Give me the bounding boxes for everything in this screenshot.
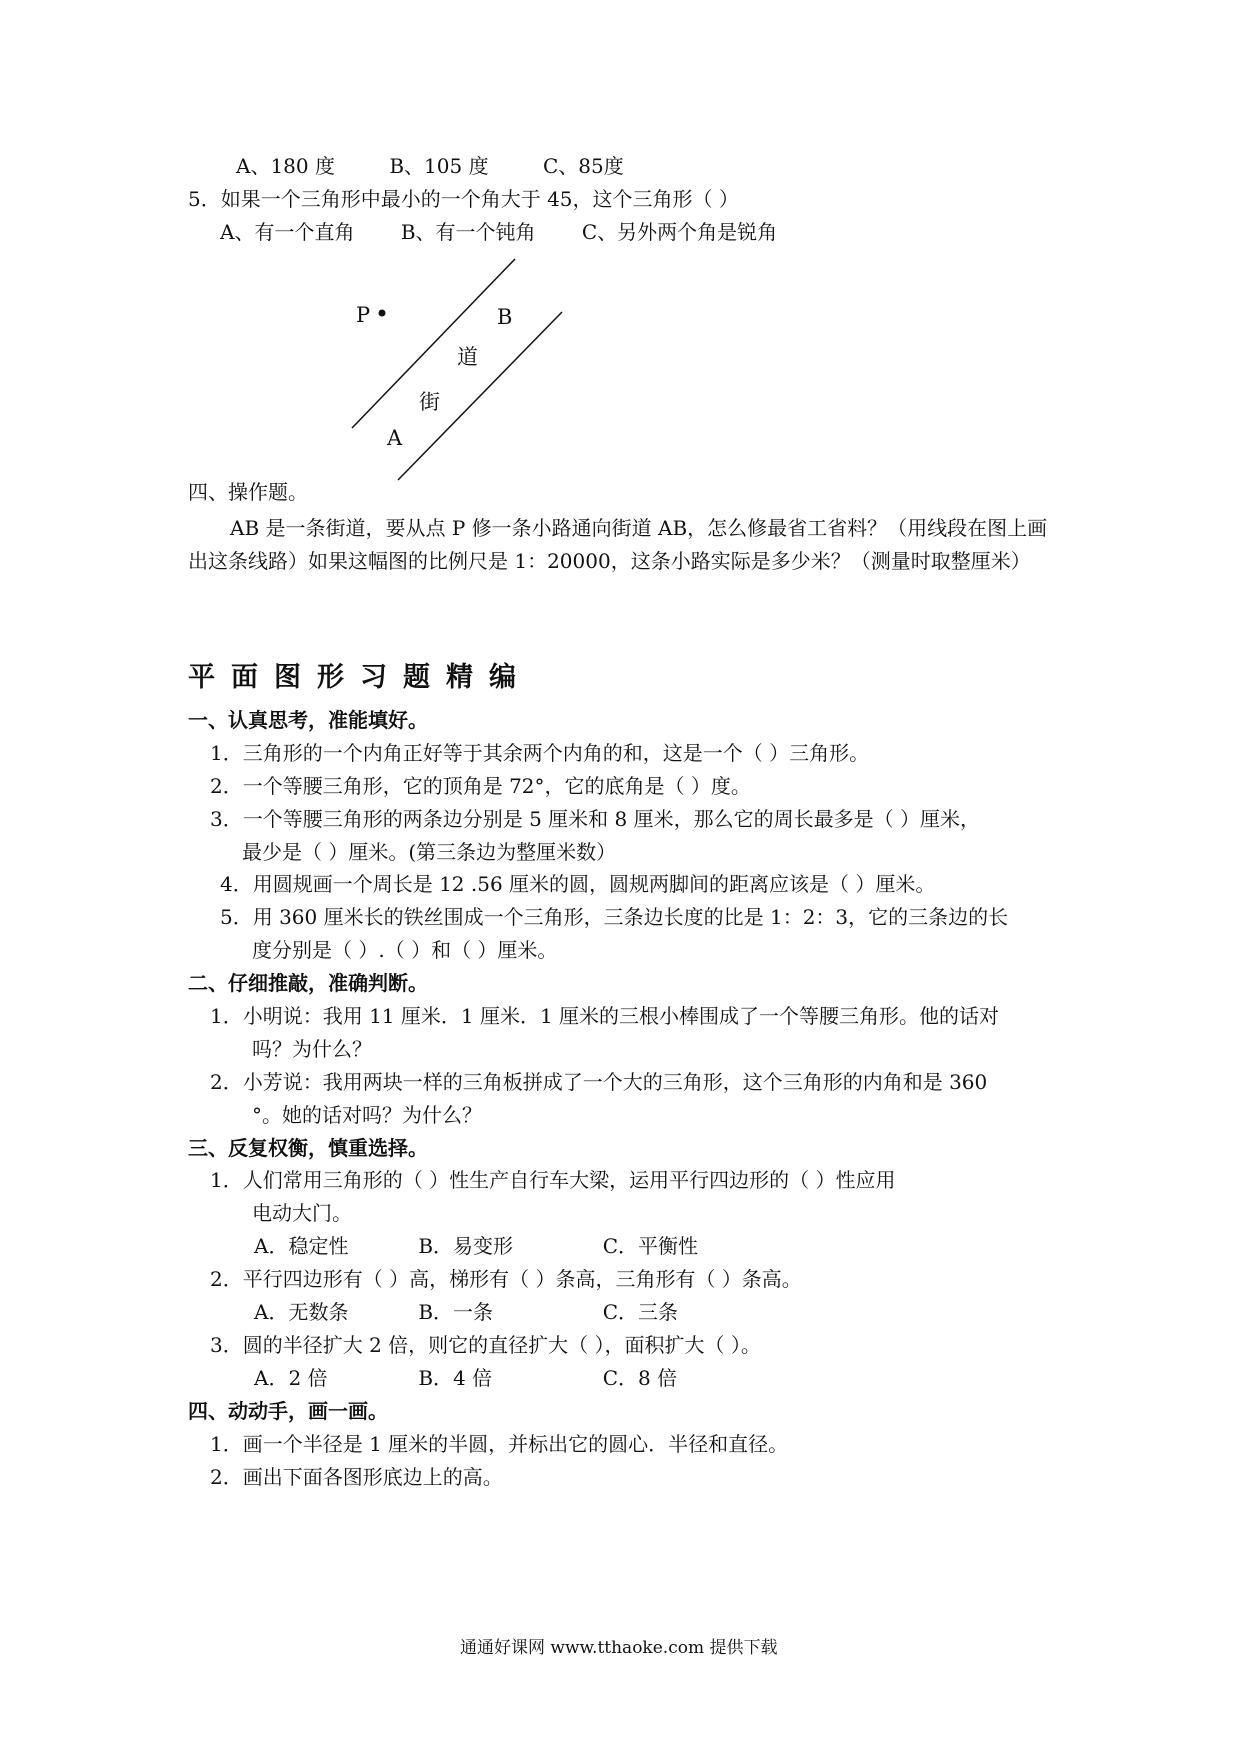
- part-4-q2: 2．画出下面各图形底边上的高。: [210, 1465, 503, 1489]
- part-3-q3: 3．圆的半径扩大 2 倍，则它的直径扩大（ ），面积扩大（ ）。: [210, 1333, 761, 1357]
- page-title: 平面图形习题精编: [188, 662, 532, 693]
- part-3-q2: 2．平行四边形有（ ）高，梯形有（ ）条高，三角形有（ ）条高。: [210, 1267, 802, 1291]
- footer-credit: 通通好课网 www.tthaoke.com 提供下载: [460, 1638, 778, 1658]
- option-a: A．无数条: [254, 1300, 349, 1324]
- point-b-label: B: [497, 305, 513, 329]
- option-b: B、105 度: [389, 154, 489, 178]
- option-a: A、有一个直角: [220, 220, 355, 244]
- part-2-q1-cont: 吗？为什么？: [252, 1037, 372, 1061]
- part-4-q1: 1．画一个半径是 1 厘米的半圆，并标出它的圆心．半径和直径。: [210, 1432, 789, 1456]
- option-c: C．三条: [602, 1300, 679, 1324]
- part-1-q2: 2．一个等腰三角形，它的顶角是 72°，它的底角是（ ）度。: [210, 774, 751, 798]
- part-1-q1: 1．三角形的一个内角正好等于其余两个内角的和，这是一个（ ）三角形。: [210, 741, 870, 765]
- question-5: 5．如果一个三角形中最小的一个角大于 45，这个三角形（ ）: [188, 187, 739, 211]
- section-4-heading: 四、操作题。: [188, 480, 308, 504]
- option-b: B、有一个钝角: [400, 220, 536, 244]
- part-3-q1-cont: 电动大门。: [252, 1201, 352, 1225]
- option-b: B．4 倍: [418, 1366, 493, 1390]
- point-p-dot: [379, 310, 386, 317]
- part-3-q1-options: [254, 1236, 698, 1256]
- part-3-heading: 三、反复权衡，慎重选择。: [188, 1136, 428, 1160]
- part-1-q3: 3．一个等腰三角形的两条边分别是 5 厘米和 8 厘米，那么它的周长最多是（ ）厘米，: [210, 807, 980, 831]
- part-1-q5: 5．用 360 厘米长的铁丝围成一个三角形，三条边长度的比是 1：2：3，它的三条边的长: [220, 905, 1009, 929]
- part-1-heading: 一、认真思考，准能填好。: [188, 708, 428, 732]
- option-c: C、另外两个角是锐角: [581, 220, 778, 244]
- option-c: C、85度: [542, 154, 624, 178]
- part-3-q1: 1．人们常用三角形的（ ）性生产自行车大梁，运用平行四边形的（ ）性应用: [210, 1168, 896, 1192]
- part-2-q1: 1．小明说：我用 11 厘米．1 厘米．1 厘米的三根小棒围成了一个等腰三角形。他的话对: [210, 1004, 1000, 1028]
- option-a: A．2 倍: [254, 1366, 328, 1390]
- part-2-q2-cont: °。她的话对吗？为什么？: [252, 1103, 482, 1127]
- part-2-q2: 2．小芳说：我用两块一样的三角板拼成了一个大的三角形，这个三角形的内角和是 360: [210, 1070, 988, 1094]
- point-a-label: A: [387, 426, 403, 450]
- part-1-q5-cont: 度分别是（ ）.（ ）和（ ）厘米。: [252, 938, 558, 962]
- part-2-heading: 二、仔细推敲，准确判断。: [188, 971, 428, 995]
- part-1-q3-cont: 最少是（ ）厘米。(第三条边为整厘米数）: [242, 840, 617, 864]
- option-b: B．一条: [418, 1300, 494, 1324]
- option-c: C．平衡性: [602, 1234, 699, 1258]
- street-char-jie: 街: [419, 390, 440, 414]
- option-b: B．易变形: [418, 1234, 514, 1258]
- point-p-label: P: [356, 303, 371, 327]
- section-4-text: AB 是一条街道，要从点 P 修一条小路通向街道 AB，怎么修最省工省料？（用线段在图上画出这条线路）如果这幅图的比例尺是 1：20000，这条小路实际是多少米？（测量时取整厘米）: [188, 516, 1048, 573]
- part-3-q2-options: [254, 1302, 678, 1322]
- option-a: A、180 度: [236, 154, 335, 178]
- option-c: C．8 倍: [602, 1366, 678, 1390]
- part-3-q3-options: [254, 1368, 677, 1388]
- street-char-dao: 道: [457, 345, 478, 369]
- option-a: A．稳定性: [254, 1234, 349, 1258]
- part-1-q4: 4．用圆规画一个周长是 12 .56 厘米的圆，圆规两脚间的距离应该是（ ）厘米。: [220, 872, 936, 896]
- part-4-heading: 四、动动手，画一画。: [188, 1399, 388, 1423]
- street-figure: [0, 0, 1240, 504]
